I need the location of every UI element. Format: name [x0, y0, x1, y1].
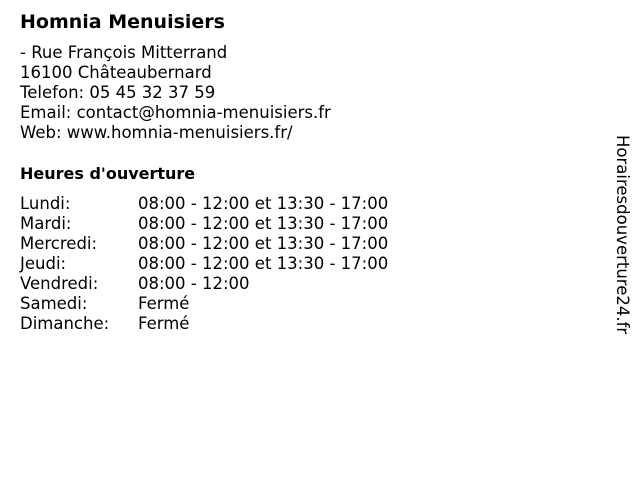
time-value: 08:00 - 12:00 et 13:30 - 17:00	[138, 214, 389, 233]
hours-row-sunday	[20, 314, 388, 334]
website-url: Web: www.homnia-menuisiers.fr/	[20, 123, 293, 142]
time-value: 08:00 - 12:00 et 13:30 - 17:00	[138, 194, 389, 213]
time-value: Fermé	[138, 294, 190, 313]
address-city: 16100 Châteaubernard	[20, 63, 212, 82]
business-contact-block	[20, 43, 331, 143]
phone-number: Telefon: 05 45 32 37 59	[20, 83, 216, 102]
opening-hours-heading: Heures d'ouverture	[20, 164, 196, 183]
day-label: Mardi:	[20, 214, 72, 233]
day-label: Mercredi:	[20, 234, 98, 253]
day-label: Vendredi:	[20, 274, 99, 293]
site-watermark: Horairesdouverture24.fr	[613, 135, 632, 335]
day-label: Samedi:	[20, 294, 88, 313]
email-address: Email: contact@homnia-menuisiers.fr	[20, 103, 331, 122]
hours-row-friday	[20, 274, 388, 294]
address-street: - Rue François Mitterrand	[20, 43, 228, 62]
time-value: 08:00 - 12:00 et 13:30 - 17:00	[138, 254, 389, 273]
time-value: 08:00 - 12:00	[138, 274, 250, 293]
opening-hours-table	[20, 194, 388, 334]
hours-row-saturday	[20, 294, 388, 314]
hours-row-thursday	[20, 254, 388, 274]
hours-row-tuesday	[20, 214, 388, 234]
time-value: 08:00 - 12:00 et 13:30 - 17:00	[138, 234, 389, 253]
day-label: Jeudi:	[20, 254, 67, 273]
business-name: Homnia Menuisiers	[20, 11, 225, 33]
hours-row-monday	[20, 194, 388, 214]
day-label: Dimanche:	[20, 314, 110, 333]
hours-row-wednesday	[20, 234, 388, 254]
time-value: Fermé	[138, 314, 190, 333]
day-label: Lundi:	[20, 194, 71, 213]
